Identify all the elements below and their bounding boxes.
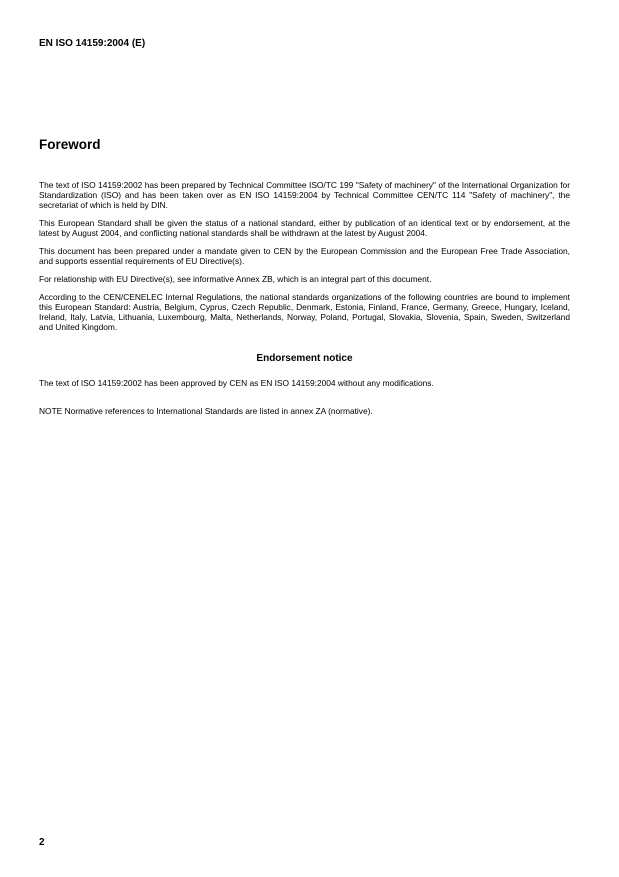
foreword-paragraph-3: This document has been prepared under a mandate given to CEN by the European Commission and the European Free Trade Association, and supports essential requirements of EU Directive(s). [39,246,570,266]
foreword-paragraph-2: This European Standard shall be given the status of a national standard, either by publication of an identical text or by endorsement, at the latest by August 2004, and conflicting national standards shall be withdrawn at the latest by August 2004. [39,218,570,238]
normative-note: NOTE Normative references to International Standards are listed in annex ZA (normative). [39,406,373,416]
document-body [39,180,570,424]
page-number: 2 [39,837,45,848]
endorsement-heading: Endorsement notice [256,353,353,364]
foreword-paragraph-5: According to the CEN/CENELEC Internal Regulations, the national standards organizations of the following countries are bound to implement this European Standard: Austria, Belgium, Cyprus, Czech Republic, Denmark, Estonia, Finland, France, Germany, Greece, Hungary, Iceland, Ireland, Italy, Latvia, Lithuania, Luxembourg, Malta, Netherlands, Norway, Poland, Portugal, Slovakia, Slovenia, Spain, Sweden, Switzerland and United Kingdom. [39,292,570,332]
document-header: EN ISO 14159:2004 (E) [39,38,146,49]
foreword-paragraph-4: For relationship with EU Directive(s), see informative Annex ZB, which is an integral part of this document. [39,274,432,284]
endorsement-text: The text of ISO 14159:2002 has been approved by CEN as EN ISO 14159:2004 without any modifications. [39,378,434,388]
foreword-title: Foreword [39,137,101,152]
foreword-paragraph-1: The text of ISO 14159:2002 has been prepared by Technical Committee ISO/TC 199 "Safety of machinery" of the International Organization for Standardization (ISO) and has been taken over as EN ISO 14159:2004 by Technical Committee CEN/TC 114 "Safety of machinery", the secretariat of which is held by DIN. [39,180,570,210]
